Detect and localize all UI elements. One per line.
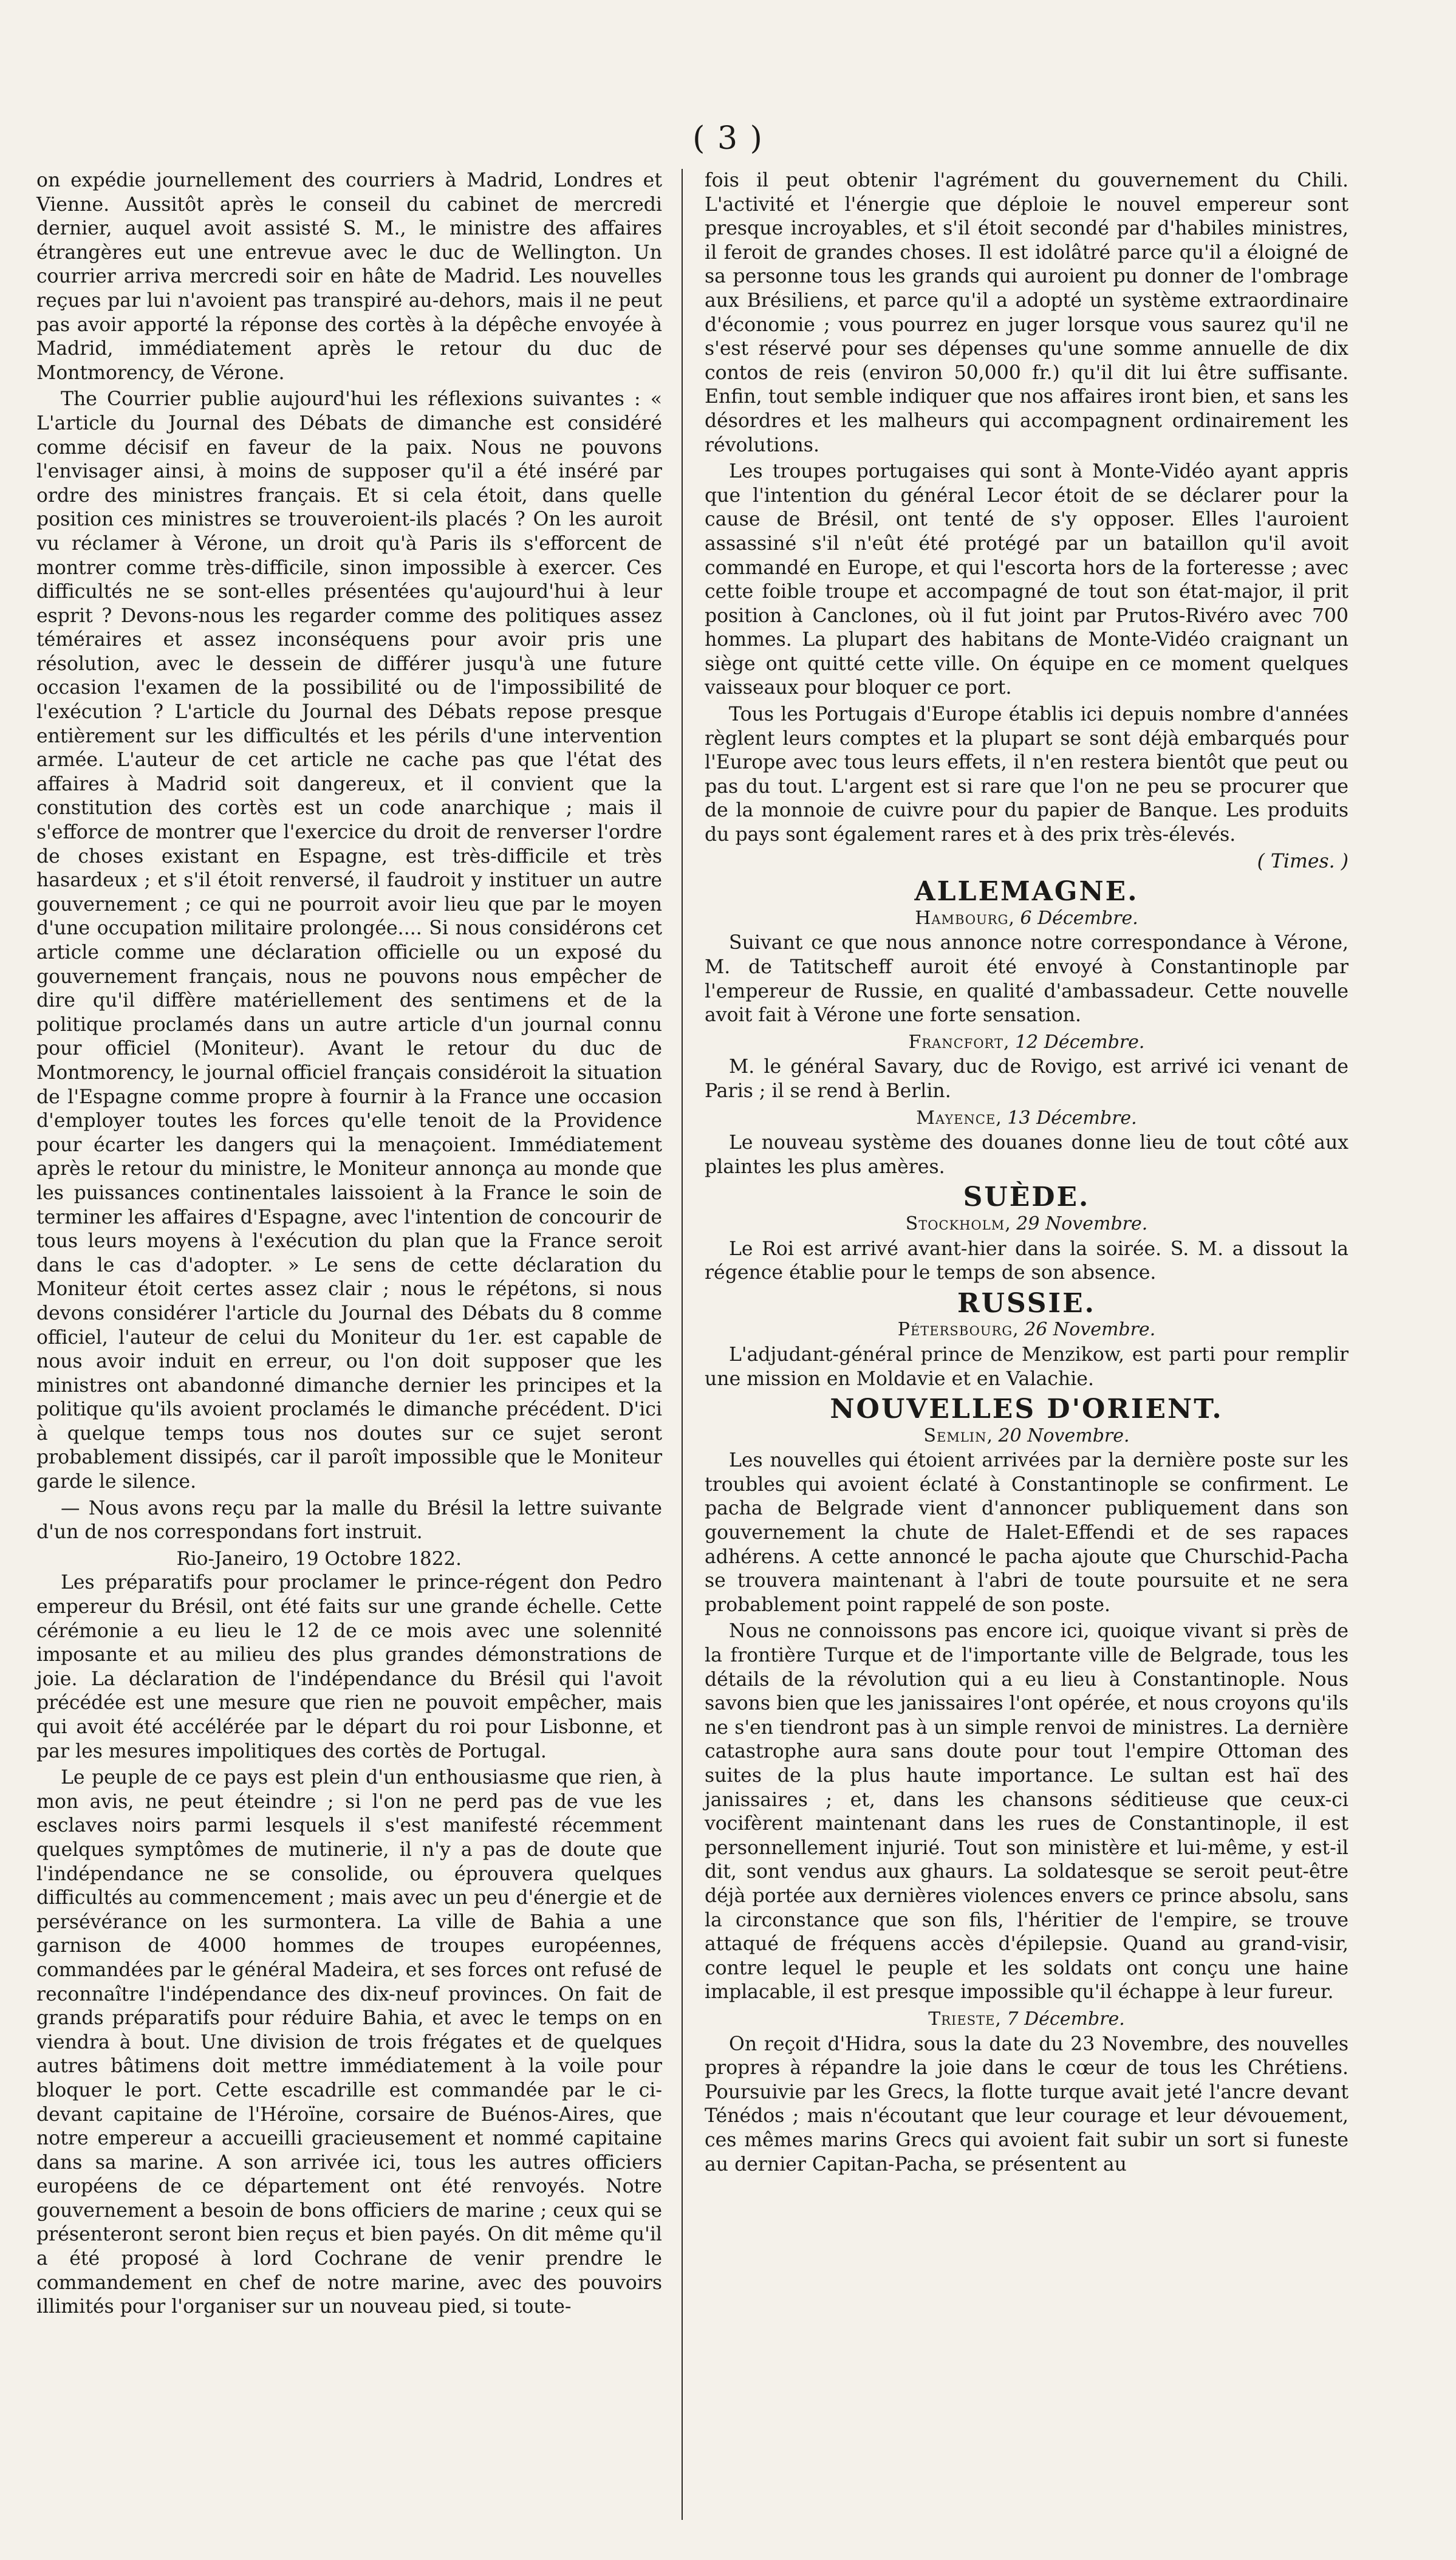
dateline-place: Hambourg bbox=[915, 907, 1009, 929]
section-heading-allemagne: ALLEMAGNE. bbox=[914, 876, 1139, 908]
dateline-place: Stockholm bbox=[905, 1213, 1005, 1234]
article-paragraph: Le nouveau système des douanes donne lieu de tout côté aux plaintes les plus amères. bbox=[705, 1132, 1348, 1178]
section-heading-russie: RUSSIE. bbox=[957, 1287, 1096, 1319]
page-folio: ( 3 ) bbox=[692, 120, 764, 157]
dateline-date: 29 Novembre. bbox=[1016, 1213, 1148, 1234]
section-heading-orient: NOUVELLES D'ORIENT. bbox=[830, 1394, 1223, 1425]
dateline-date: 12 Décembre. bbox=[1015, 1031, 1145, 1053]
dateline: Trieste, 7 Décembre. bbox=[928, 2008, 1125, 2030]
article-paragraph: Les nouvelles qui étoient arrivées par la dernière poste sur les troubles qui avoient éclaté à Constantinople se confirment. Le pacha de Belgrade vient d'annoncer publiquement dans son gouvernement la chute de Halet-Effendi et de ses rapaces adhérens. A cette annoncé le pacha ajoute que Churschid-Pacha se trouvera maintenant à l'abri de toute poursuite et ne sera probablement point rappelé de son poste. bbox=[705, 1449, 1348, 1616]
dateline-date: 20 Novembre. bbox=[998, 1425, 1130, 1446]
left-column bbox=[36, 169, 662, 2322]
dateline-date: 26 Novembre. bbox=[1024, 1319, 1156, 1341]
dateline-place: Trieste bbox=[928, 2008, 996, 2030]
article-paragraph: Le Roi est arrivé avant-hier dans la soirée. S. M. a dissout la régence établie pour le temps de son absence. bbox=[705, 1237, 1348, 1284]
dateline: Stockholm, 29 Novembre. bbox=[905, 1213, 1148, 1234]
dateline: Mayence, 13 Décembre. bbox=[916, 1107, 1137, 1129]
article-paragraph: — Nous avons reçu par la malle du Brésil la lettre suivante d'un de nos correspondans fort instruit. bbox=[36, 1497, 662, 1544]
article-paragraph: on expédie journellement des courriers à Madrid, Londres et Vienne. Aussitôt après le conseil du cabinet de mercredi dernier, auquel avoit assisté S. M., le ministre des affaires étrangères eut une entrevue avec le duc de Wellington. Un courrier arriva mercredi soir en hâte de Madrid. Les nouvelles reçues par lui n'avoient pas transpiré au-dehors, mais il ne peut pas avoir apporté la réponse des cortès à la dépêche envoyée à Madrid, immédiatement après le retour du duc de Montmorency, de Vérone. bbox=[36, 169, 662, 384]
dateline-place: Semlin bbox=[923, 1425, 987, 1446]
article-paragraph: L'adjudant-général prince de Menzikow, est parti pour remplir une mission en Moldavie et en Valachie. bbox=[705, 1343, 1348, 1390]
article-paragraph: Les troupes portugaises qui sont à Monte-Vidéo ayant appris que l'intention du général Lecor étoit de se déclarer pour la cause de Brésil, ont tenté de s'y opposer. Elles l'auroient assassiné s'il n'eût été protégé par un bataillon qu'il avoit commandé en Europe, et qui l'escorta hors de la forteresse ; avec cette foible troupe et accompagné de tout son état-major, il prit position à Canclones, où il fut joint par Prutos-Rivéro avec 700 hommes. La plupart des habitans de Monte-Vidéo craignant un siège ont quitté cette ville. On équipe en ce moment quelques vaisseaux pour bloquer ce port. bbox=[705, 460, 1348, 699]
article-paragraph: Tous les Portugais d'Europe établis ici depuis nombre d'années règlent leurs comptes et la plupart se sont déjà embarqués pour l'Europe avec tous leurs effets, il n'en restera bientôt que peut ou pas du tout. L'argent est si rare que l'on ne peu se procurer que de la monnoie de cuivre pour du papier de Banque. Les produits du pays sont également rares et à des prix très-élevés. bbox=[705, 703, 1348, 846]
article-paragraph: On reçoit d'Hidra, sous la date du 23 Novembre, des nouvelles propres à répandre la joie dans le cœur de tous les Chrétiens. Poursuivie par les Grecs, la flotte turque avait jeté l'ancre devant Ténédos ; mais n'écoutant que leur courage et leur dévouement, ces mêmes marins Grecs qui avoient fait subir un sort si funeste au dernier Capitan-Pacha, se présentent au bbox=[705, 2033, 1348, 2175]
article-paragraph: M. le général Savary, duc de Rovigo, est arrivé ici venant de Paris ; il se rend à Berlin. bbox=[705, 1056, 1348, 1102]
dateline-place: Mayence bbox=[916, 1107, 996, 1129]
article-paragraph: Le peuple de ce pays est plein d'un enthousiasme que rien, à mon avis, ne peut éteindre ; si l'on ne perd pas de vue les esclaves noirs parmi lesquels il s'est manifesté récemment quelques symptômes de mutinerie, il n'y a pas de doute que l'indépendance ne se consolide, ou éprouvera quelques difficultés au commencement ; mais avec un peu d'énergie et de persévérance on les surmontera. La ville de Bahia a une garnison de 4000 hommes de troupes européennes, commandées par le général Madeira, et ses forces ont refusé de reconnaître l'indépendance des dix-neuf provinces. On fait de grands préparatifs pour réduire Bahia, et avec le temps on en viendra à bout. Une division de trois frégates et de quelques autres bâtimens doit mettre immédiatement à la voile pour bloquer le port. Cette escadrille est commandée par le ci-devant capitaine de l'Héroïne, corsaire de Buénos-Aires, que notre empereur a accueilli gracieusement et nommé capitaine dans sa marine. A son arrivée ici, tous les autres officiers européens de ce département ont été renvoyés. Notre gouvernement a besoin de bons officiers de marine ; ceux qui se présenteront seront bien reçus et bien payés. On dit même qu'il a été proposé à lord Cochrane de venir prendre le commandement en chef de notre marine, avec des pouvoirs illimités pour l'organiser sur un nouveau pied, si toute- bbox=[36, 1767, 662, 2318]
dateline: Hambourg, 6 Décembre. bbox=[915, 907, 1138, 929]
dateline-date: 6 Décembre. bbox=[1020, 907, 1138, 929]
dateline-place: Francfort bbox=[908, 1031, 1004, 1053]
dateline: Rio-Janeiro, 19 Octobre 1822. bbox=[176, 1547, 462, 1570]
article-paragraph: fois il peut obtenir l'agrément du gouvernement du Chili. L'activité et l'énergie que déploie le nouvel empereur sont presque incroyables, et s'il étoit secondé par d'habiles ministres, il feroit de grandes choses. Il est idolâtré parce qu'il a éloigné de sa personne tous les grands qui auroient pu donner de l'ombrage aux Brésiliens, et parce qu'il a adopté un système extraordinaire d'économie ; vous pourrez en juger lorsque vous saurez qu'il ne s'est réservé pour ses dépenses qu'une somme annuelle de dix contos de reis (environ 50,000 fr.) qu'il dit lui être suffisante. Enfin, tout semble indiquer que nos affaires iront bien, et sans les désordres et les malheurs qui accompagnent ordinairement les révolutions. bbox=[705, 169, 1348, 456]
right-column bbox=[705, 169, 1348, 2179]
dateline-date: 13 Décembre. bbox=[1007, 1107, 1137, 1129]
dateline: Francfort, 12 Décembre. bbox=[908, 1031, 1145, 1053]
dateline: Pétersbourg, 26 Novembre. bbox=[897, 1319, 1156, 1341]
article-paragraph: Les préparatifs pour proclamer le prince-régent don Pedro empereur du Brésil, ont été faits sur une grande échelle. Cette cérémonie a eu lieu le 12 de ce mois avec une solennité imposante et au milieu des plus grandes démonstrations de joie. La déclaration de l'indépendance du Brésil qui l'avoit précédée est une mesure que rien ne pouvoit empêcher, mais qui avoit été accélérée par le départ du roi pour Lisbonne, et par les mesures impolitiques des cortès de Portugal. bbox=[36, 1572, 662, 1762]
article-paragraph: The Courrier publie aujourd'hui les réflexions suivantes : « L'article du Journal des Débats de dimanche est considéré comme décisif en faveur de la paix. Nous ne pouvons l'envisager ainsi, à moins de supposer qu'il a été inséré par ordre des ministres français. Et si cela étoit, dans quelle position ces ministres se trouveroient-ils placés ? On les auroit vu réclamer à Vérone, un droit qu'à Paris ils s'efforcent de montrer comme très-difficile, sinon impossible à exercer. Ces difficultés ne se sont-elles présentées qu'aujourd'hui à leur esprit ? Devons-nous les regarder comme des politiques assez téméraires et assez inconséquens pour avoir pris une résolution, avec le dessein de différer jusqu'à une future occasion l'examen de la possibilité ou de l'impossibilité de l'exécution ? L'article du Journal des Débats repose presque entièrement sur les difficultés et les périls d'une intervention armée. L'auteur de cet article ne cache pas que l'état des affaires à Madrid soit dangereux, et il convient que la constitution des cortès est un code anarchique ; mais il s'efforce de montrer que l'exercice du droit de renverser l'ordre de choses existant en Espagne, est très-difficile et très hasardeux ; et s'il étoit renversé, il faudroit y instituer un autre gouvernement ; ce qui ne pourroit avoir lieu que par le moyen d'une occupation militaire prolongée.... Si nous considérons cet article comme une déclaration officielle ou un exposé du gouvernement français, nous ne pouvons nous empêcher de dire qu'il diffère matériellement des sentimens et de la politique proclamés dans un autre article d'un journal connu pour officiel (Moniteur). Avant le retour du duc de Montmorency, le journal officiel français considéroit la situation de l'Espagne comme propre à fournir à la France une occasion d'employer toutes les forces qu'elle tenoit de la Providence pour écarter les dangers qui la menaçoient. Immédiatement après le retour du ministre, le Moniteur annonça au monde que les puissances continentales laissoient à la France le soin de terminer les affaires d'Espagne, avec l'intention de concourir de tous leurs moyens à l'exécution du plan que la France seroit dans le cas d'adopter. » Le sens de cette déclaration du Moniteur étoit certes assez clair ; nous le répétons, si nous devons considérer l'article du Journal des Débats du 8 comme officiel, l'auteur de celui du Moniteur du 1er. est capable de nous avoir induit en erreur, ou l'on doit supposer que les ministres ont abandonné dimanche dernier les principes et la politique qu'ils avoient proclamés le dimanche précédent. D'ici à quelque temps tous nos doutes sur ce sujet seront probablement dissipés, car il paroît impossible que le Moniteur garde le silence. bbox=[36, 388, 662, 1493]
article-paragraph: Suivant ce que nous annonce notre correspondance à Vérone, M. de Tatitscheff auroit été envoyé à Constantinople par l'empereur de Russie, en qualité d'ambassadeur. Cette nouvelle avoit fait à Vérone une forte sensation. bbox=[705, 932, 1348, 1027]
dateline: Semlin, 20 Novembre. bbox=[923, 1425, 1130, 1446]
source-attribution: ( Times. ) bbox=[1257, 850, 1348, 872]
column-divider bbox=[682, 169, 683, 2520]
dateline-place: Pétersbourg bbox=[897, 1319, 1013, 1341]
article-paragraph: Nous ne connoissons pas encore ici, quoique vivant si près de la frontière Turque et de l'importante ville de Belgrade, tous les détails de la révolution qui a eu lieu à Constantinople. Nous savons bien que les janissaires l'ont opérée, et nous croyons qu'ils ne s'en tiendront pas à un simple renvoi de ministres. La dernière catastrophe aura sans doute pour tout l'empire Ottoman des suites de la plus haute importance. Le sultan est haï des janissaires ; et, dans les chansons séditieuse que ceux-ci vocifèrent maintenant dans les rues de Constantinople, il est personnellement injurié. Tout son ministère et lui-même, y est-il dit, sont vendus aux ghaurs. La soldatesque se seroit peut-être déjà portée aux dernières violences envers ce prince absolu, sans la circonstance que son fils, l'héritier de l'empire, se trouve attaqué de fréquens accès d'épilepsie. Quand au grand-visir, contre lequel le peuple et les soldats ont conçu une haine implacable, il est presque impossible qu'il échappe à leur fureur. bbox=[705, 1620, 1348, 2004]
dateline-date: 7 Décembre. bbox=[1007, 2008, 1125, 2030]
section-heading-suede: SUÈDE. bbox=[963, 1182, 1090, 1213]
